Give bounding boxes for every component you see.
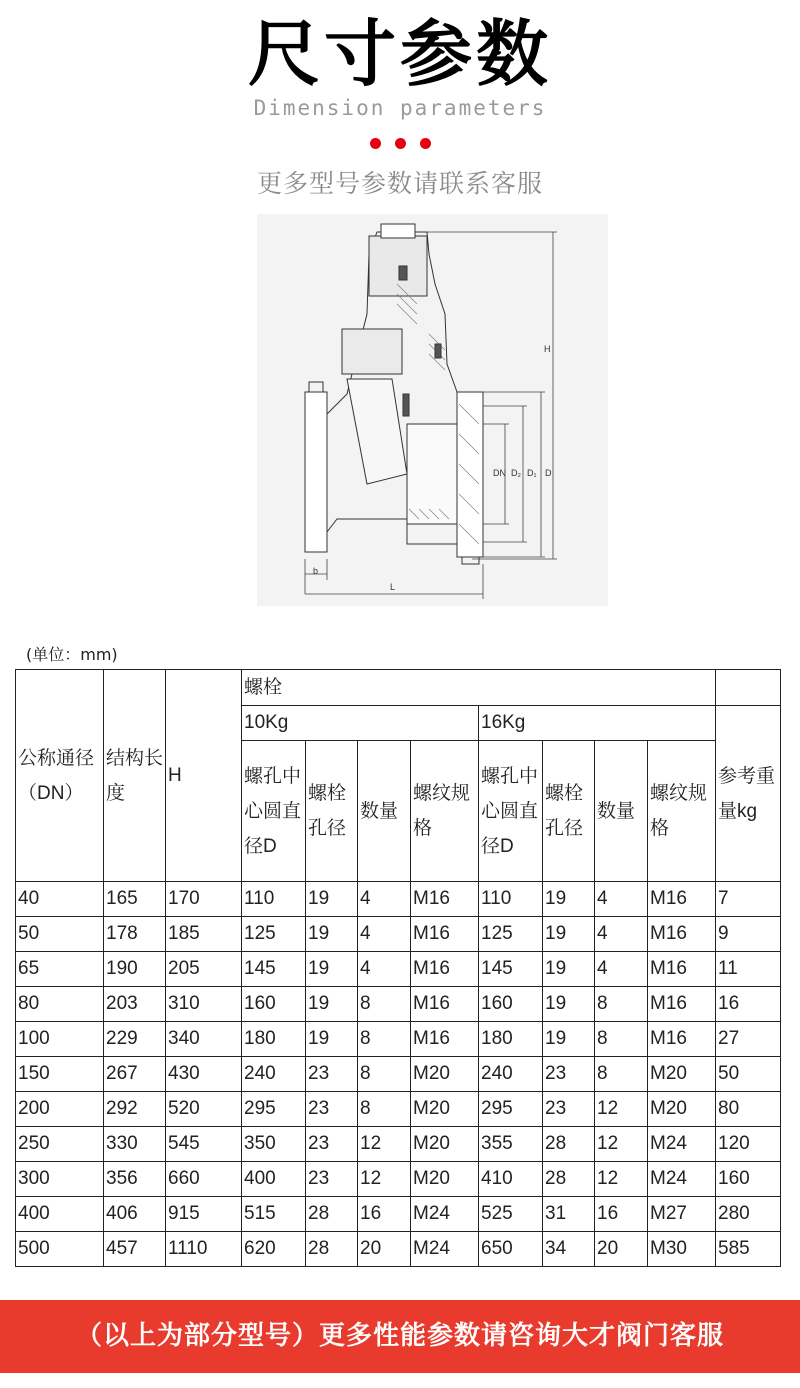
table-cell: 27: [716, 1022, 781, 1057]
table-cell: M16: [648, 1022, 716, 1057]
table-cell: 650: [479, 1232, 543, 1267]
red-dot-icon: [370, 138, 381, 149]
table-row: [16, 1057, 781, 1092]
table-cell: 8: [595, 987, 648, 1022]
table-cell: 19: [306, 882, 358, 917]
table-cell: M16: [648, 987, 716, 1022]
table-cell: 19: [306, 917, 358, 952]
table-cell: 125: [242, 917, 306, 952]
table-cell: 145: [242, 952, 306, 987]
table-cell: 8: [595, 1022, 648, 1057]
table-cell: 170: [166, 882, 242, 917]
table-cell: 8: [595, 1057, 648, 1092]
dim-label-d1: D₁: [527, 468, 537, 478]
header-empty: [716, 670, 781, 706]
table-cell: 295: [479, 1092, 543, 1127]
table-cell: 4: [595, 952, 648, 987]
header-16kg: 16Kg: [479, 706, 716, 741]
table-cell: 240: [242, 1057, 306, 1092]
table-cell: M24: [648, 1162, 716, 1197]
table-cell: 8: [358, 1057, 411, 1092]
table-cell: 120: [716, 1127, 781, 1162]
table-cell: 50: [16, 917, 104, 952]
table-cell: 356: [104, 1162, 166, 1197]
table-cell: 180: [242, 1022, 306, 1057]
table-cell: 545: [166, 1127, 242, 1162]
decorative-dots: [0, 138, 800, 149]
table-cell: 240: [479, 1057, 543, 1092]
table-cell: 23: [306, 1127, 358, 1162]
table-cell: 620: [242, 1232, 306, 1267]
table-cell: 23: [306, 1057, 358, 1092]
dim-label-l: L: [390, 582, 396, 592]
table-cell: 110: [242, 882, 306, 917]
header-hole-10: 螺栓孔径: [306, 741, 358, 882]
table-cell: 430: [166, 1057, 242, 1092]
table-cell: 400: [16, 1197, 104, 1232]
table-cell: M30: [648, 1232, 716, 1267]
table-cell: M24: [411, 1197, 479, 1232]
header-pcd-10: 螺孔中心圆直径D: [242, 741, 306, 882]
table-cell: 23: [306, 1092, 358, 1127]
table-cell: 178: [104, 917, 166, 952]
table-cell: 250: [16, 1127, 104, 1162]
table-cell: 19: [543, 1022, 595, 1057]
table-cell: 203: [104, 987, 166, 1022]
table-cell: 185: [166, 917, 242, 952]
table-cell: 16: [716, 987, 781, 1022]
table-cell: 19: [543, 952, 595, 987]
table-cell: 23: [543, 1092, 595, 1127]
table-row: [16, 917, 781, 952]
table-cell: 28: [306, 1232, 358, 1267]
table-cell: M24: [411, 1232, 479, 1267]
dim-label-d2: D₂: [511, 468, 521, 478]
header-pcd-16: 螺孔中心圆直径D: [479, 741, 543, 882]
table-cell: M20: [648, 1057, 716, 1092]
table-cell: 23: [543, 1057, 595, 1092]
table-row: [16, 987, 781, 1022]
table-cell: 8: [358, 1022, 411, 1057]
table-cell: 7: [716, 882, 781, 917]
table-cell: 295: [242, 1092, 306, 1127]
table-cell: 300: [16, 1162, 104, 1197]
table-cell: 205: [166, 952, 242, 987]
table-cell: 160: [242, 987, 306, 1022]
table-cell: 355: [479, 1127, 543, 1162]
table-cell: M16: [411, 917, 479, 952]
table-cell: 80: [716, 1092, 781, 1127]
header-h: H: [166, 670, 242, 882]
table-cell: 110: [479, 882, 543, 917]
table-cell: M16: [411, 1022, 479, 1057]
red-dot-icon: [395, 138, 406, 149]
table-cell: 660: [166, 1162, 242, 1197]
table-cell: 406: [104, 1197, 166, 1232]
table-cell: M16: [648, 882, 716, 917]
table-cell: 28: [306, 1197, 358, 1232]
dim-label-d: D: [545, 468, 552, 478]
table-cell: 12: [358, 1127, 411, 1162]
dimension-table: [15, 669, 781, 1267]
table-cell: 457: [104, 1232, 166, 1267]
table-cell: 9: [716, 917, 781, 952]
table-cell: 4: [358, 952, 411, 987]
table-cell: M20: [411, 1092, 479, 1127]
page-title: 尺寸参数: [247, 12, 552, 96]
table-cell: 65: [16, 952, 104, 987]
table-cell: 40: [16, 882, 104, 917]
table-cell: 16: [595, 1197, 648, 1232]
table-cell: 229: [104, 1022, 166, 1057]
table-cell: 11: [716, 952, 781, 987]
table-row: [16, 1197, 781, 1232]
table-row: [16, 1092, 781, 1127]
page-subtitle: Dimension parameters: [253, 96, 547, 120]
table-cell: M24: [648, 1127, 716, 1162]
table-cell: 28: [543, 1162, 595, 1197]
table-cell: 525: [479, 1197, 543, 1232]
table-cell: 19: [306, 987, 358, 1022]
table-cell: 4: [358, 917, 411, 952]
table-cell: 350: [242, 1127, 306, 1162]
table-cell: M20: [411, 1057, 479, 1092]
contact-note: 更多型号参数请联系客服: [256, 169, 543, 198]
table-cell: 585: [716, 1232, 781, 1267]
table-row: [16, 1022, 781, 1057]
table-cell: 165: [104, 882, 166, 917]
table-cell: 34: [543, 1232, 595, 1267]
unit-label: (单位：mm): [26, 645, 118, 664]
header-hole-16: 螺栓孔径: [543, 741, 595, 882]
table-cell: 520: [166, 1092, 242, 1127]
table-cell: 23: [306, 1162, 358, 1197]
table-cell: 180: [479, 1022, 543, 1057]
table-cell: 280: [716, 1197, 781, 1232]
table-cell: 310: [166, 987, 242, 1022]
table-cell: 19: [543, 917, 595, 952]
header-thread-10: 螺纹规格: [411, 741, 479, 882]
table-cell: 19: [306, 1022, 358, 1057]
header-bolt: 螺栓: [242, 670, 716, 706]
table-cell: 340: [166, 1022, 242, 1057]
table-cell: 19: [306, 952, 358, 987]
footer-banner: （以上为部分型号）更多性能参数请咨询大才阀门客服: [0, 1300, 800, 1373]
table-cell: 515: [242, 1197, 306, 1232]
header-qty-10: 数量: [358, 741, 411, 882]
table-cell: 20: [358, 1232, 411, 1267]
header-length: 结构长度: [104, 670, 166, 882]
table-cell: 1110: [166, 1232, 242, 1267]
table-cell: 20: [595, 1232, 648, 1267]
red-dot-icon: [420, 138, 431, 149]
table-cell: 4: [595, 882, 648, 917]
table-body: [16, 882, 781, 1267]
table-cell: 50: [716, 1057, 781, 1092]
table-cell: M27: [648, 1197, 716, 1232]
table-cell: 19: [543, 987, 595, 1022]
table-cell: M16: [411, 882, 479, 917]
table-cell: 145: [479, 952, 543, 987]
valve-dimension-diagram: [257, 214, 608, 606]
dim-label-h: H: [544, 344, 551, 354]
table-cell: 28: [543, 1127, 595, 1162]
table-cell: 400: [242, 1162, 306, 1197]
table-cell: 125: [479, 917, 543, 952]
table-cell: 12: [595, 1127, 648, 1162]
table-cell: 500: [16, 1232, 104, 1267]
table-cell: 160: [716, 1162, 781, 1197]
table-cell: 19: [543, 882, 595, 917]
header-qty-16: 数量: [595, 741, 648, 882]
table-cell: 915: [166, 1197, 242, 1232]
table-cell: 410: [479, 1162, 543, 1197]
table-cell: 12: [358, 1162, 411, 1197]
table-cell: 8: [358, 987, 411, 1022]
table-cell: 330: [104, 1127, 166, 1162]
table-cell: 4: [595, 917, 648, 952]
header-dn: 公称通径（DN）: [16, 670, 104, 882]
table-cell: M20: [411, 1162, 479, 1197]
header-thread-16: 螺纹规格: [648, 741, 716, 882]
header-weight: 参考重量kg: [716, 706, 781, 882]
table-cell: 190: [104, 952, 166, 987]
table-cell: M16: [411, 987, 479, 1022]
table-row: [16, 1232, 781, 1267]
table-cell: M20: [411, 1127, 479, 1162]
table-cell: 267: [104, 1057, 166, 1092]
table-cell: M16: [648, 917, 716, 952]
header-row-1: [16, 670, 781, 706]
table-cell: 31: [543, 1197, 595, 1232]
table-cell: 12: [595, 1162, 648, 1197]
table-cell: 292: [104, 1092, 166, 1127]
table-cell: M16: [648, 952, 716, 987]
table-cell: 8: [358, 1092, 411, 1127]
table-cell: 160: [479, 987, 543, 1022]
table-cell: 150: [16, 1057, 104, 1092]
table-cell: 16: [358, 1197, 411, 1232]
table-cell: M20: [648, 1092, 716, 1127]
table-cell: 200: [16, 1092, 104, 1127]
table-cell: M16: [411, 952, 479, 987]
table-cell: 80: [16, 987, 104, 1022]
table-row: [16, 952, 781, 987]
valve-drawing: [257, 214, 608, 606]
table-row: [16, 882, 781, 917]
table-cell: 12: [595, 1092, 648, 1127]
table-cell: 4: [358, 882, 411, 917]
table-row: [16, 1162, 781, 1197]
header-10kg: 10Kg: [242, 706, 479, 741]
table-cell: 100: [16, 1022, 104, 1057]
table-row: [16, 1127, 781, 1162]
dim-label-dn: DN: [493, 468, 506, 478]
dim-label-b: b: [313, 566, 319, 576]
